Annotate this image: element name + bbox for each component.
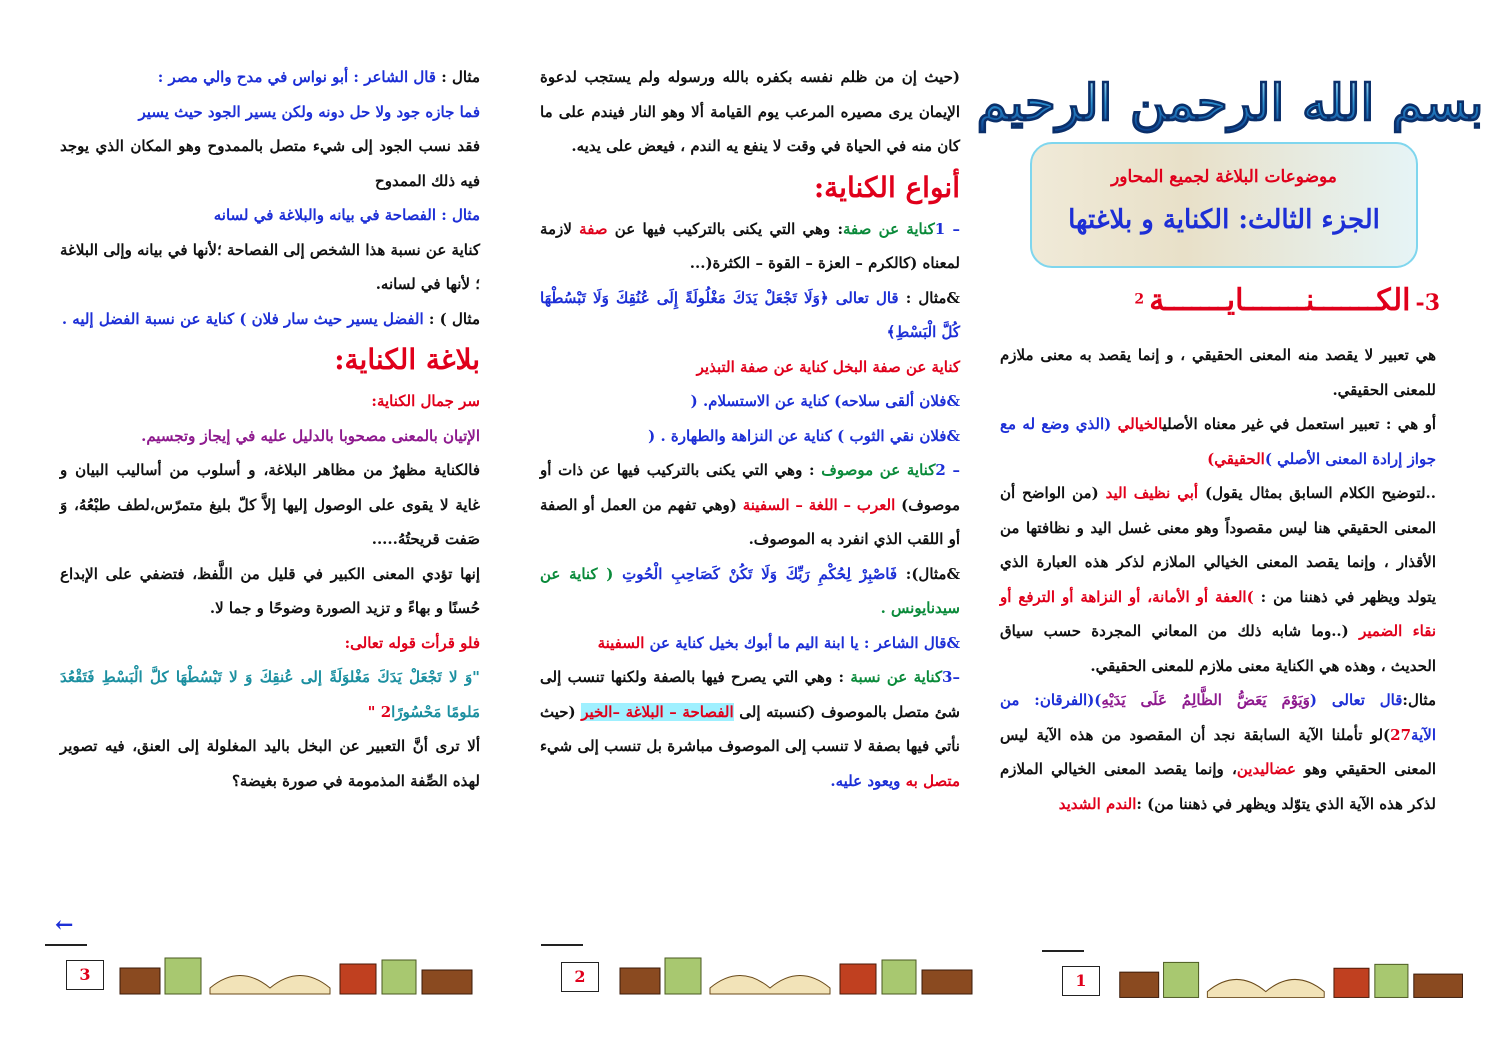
page-number: 2 <box>561 962 599 992</box>
paragraph-1: فالكناية مظهرٌ من مظاهر البلاغة، و أسلوب من أساليب البيان و غاية لا يقوى على الوصول إليها إلاَّ كلّ بليغ متمرّس،لطف طبْعُهُ، وَ صَفت قريحتُهُ..... <box>60 461 480 548</box>
text: متصل به <box>905 771 960 790</box>
type-3 <box>540 660 960 798</box>
text: ، وإنما يقصد المعنى الخيالي الملازم لذكر هذه الآية الذي يتوّلد ويظهر في ذهننا من) : <box>1000 760 1436 813</box>
bismillah-calligraphy <box>976 62 1484 142</box>
section-heading <box>1100 283 1440 323</box>
text: الفضل يسير حيث سار فلان ) كناية عن نسبة الفضل إليه . <box>61 309 424 328</box>
example-poet <box>60 60 480 198</box>
text: &فلان نقي الثوب ) كناية عن النزاهة والطهارة . ( <box>648 426 960 445</box>
part-title: الجزء الثالث: الكناية و بلاغتها <box>1068 205 1380 235</box>
text: لازمة لمعناه (كالكرم – العزة – القوة – الكثرة(... <box>540 219 960 272</box>
books-border-icon <box>610 948 990 998</box>
text: – 2 <box>935 461 960 479</box>
quran-verse <box>60 660 480 729</box>
text: (..وما شابه ذلك من المعاني المجردة حسب سياق الحديث ، وهذه هي الكناية معنى ملازم للمعنى الحقيقي. <box>1000 622 1436 675</box>
page1-body <box>1000 338 1436 821</box>
text: مثال: <box>1402 691 1436 709</box>
text: "وَ لا تَجْعَلْ يَدَكَ مَغْلوَلَةً إلى عُنقِكَ وَ لا تَبْسُطْهَا كلَّ الْبَسْطِ فَتَقْعُدَ مَلومًا مَحْسُورًا <box>60 668 480 721</box>
text: الفصاحة – البلاغة –الخير <box>581 702 734 721</box>
example-fadl <box>60 302 480 337</box>
text: الخيالي <box>1117 415 1163 433</box>
text: قال تعالى ( <box>1309 691 1403 709</box>
text: كناية عن نسبة هذا الشخص إلى الفصاحة ؛لأنها في بيانه وإلى البلاغة ؛ لأنها في لسانه. <box>60 240 480 293</box>
sir-text: الإتيان بالمعنى مصحوبا بالدليل عليه في إيجاز وتجسيم. <box>141 426 480 445</box>
svg-text:بسم الله الرحمن الرحيم: بسم الله الرحمن الرحيم <box>976 73 1484 132</box>
type-1-examples <box>540 281 960 454</box>
title-banner <box>1030 142 1418 268</box>
page-number: 3 <box>66 960 104 990</box>
text: 2 " <box>367 702 392 721</box>
text: &قال الشاعر : يا ابنة اليم ما أبوك بخيل كناية عن <box>644 633 960 652</box>
example-1 <box>1000 476 1436 683</box>
text: &فلان ألقى سلاحه) كناية عن الاستسلام. ( <box>690 392 960 410</box>
intro-paragraph: (حيث إن من ظلم نفسه بكفره بالله ورسوله ولم يستجب لدعوة الإيمان يرى مصيره المرعب يوم القيامة ألا وهو النار فيندم على ما كان منه في الحياة في وقت لا ينفع يه الندم ، فيعض على يديه. <box>540 68 960 155</box>
text: (حيث نأتي فيها بصفة لا تنسب إلى الموصوف مباشرة بل تنسب إلى شيء <box>540 702 960 755</box>
page2-body <box>540 60 960 798</box>
text: كناية عن صفة <box>843 219 935 238</box>
text: –3 <box>942 668 960 686</box>
text: عضاليدين <box>1236 760 1296 778</box>
definition-2 <box>1000 407 1436 476</box>
example-fasaha <box>60 198 480 302</box>
example-2 <box>1000 683 1436 821</box>
text: أو هي : تعبير استعمل في غير معناه الأصلي <box>1162 415 1436 433</box>
series-subtitle: موضوعات البلاغة لجميع المحاور <box>1111 167 1337 187</box>
text: – 1 <box>934 219 960 238</box>
text: )العفة أو الأمانة، أو النزاهة أو الترفع أو نقاء الضمير <box>1000 587 1436 640</box>
footnote-ref: 2 <box>1134 291 1145 308</box>
text: أبي نظيف اليد <box>1105 484 1199 502</box>
type-2 <box>540 453 960 557</box>
type-2-examples <box>540 557 960 661</box>
text: قال الشاعر : أبو نواس في مدح والي مصر : <box>157 68 436 86</box>
balagha-heading: بلاغة الكناية: <box>334 343 480 376</box>
footer-rule <box>1042 950 1084 952</box>
text: مثال : <box>435 68 480 86</box>
text: 27 <box>1390 725 1412 744</box>
books-border-icon <box>1110 952 1480 1002</box>
quran-comment: ألا ترى أنَّ التعبير عن البخل باليد المغلولة إلى العنق، فيه تصوير لهذه الصِّفة المذمومة في صورة بغيضة؟ <box>60 737 480 790</box>
text: )(الفرقان: من الآية <box>1000 691 1436 744</box>
section-number: 3- <box>1415 290 1440 316</box>
definition-1: هي تعبير لا يقصد منه المعنى الحقيقي ، و إنما يقصد به معنى ملازم للمعنى الحقيقي. <box>1000 346 1436 399</box>
text: فَاصْبِرْ لِحُكْمِ رَبِّكَ وَلَا تَكُنْ كَصَاحِبِ الْحُوتِ <box>622 564 898 583</box>
text: الندم الشديد <box>1058 794 1137 813</box>
text: كناية عن نسبة <box>850 668 943 686</box>
types-heading: أنواع الكناية: <box>813 170 960 204</box>
type-1 <box>540 212 960 281</box>
text: الحقيقي) <box>1207 449 1265 468</box>
quran-intro: فلو قرأت قوله تعالى: <box>344 633 480 652</box>
text: )لو تأملنا الآية السابقة نجد أن المقصود من هذه الآية ليس المعنى الحقيقي وهو <box>1000 725 1436 778</box>
left-arrow-icon[interactable]: ← <box>55 912 74 938</box>
sir-heading: سر جمال الكناية: <box>371 392 480 410</box>
text: مثال : الفصاحة في بيانه والبلاغة في لسانه <box>213 206 480 224</box>
text: : وهي التي يكنى بالتركيب فيها عن <box>607 219 843 238</box>
books-border-icon <box>110 948 490 998</box>
footer-rule <box>541 944 583 946</box>
text: فقد نسب الجود إلى شيء متصل بالممدوح وهو المكان الذي يوجد فيه ذلك الممدوح <box>60 137 480 190</box>
text: &مثال : <box>898 288 960 307</box>
text: السفينة <box>597 633 645 652</box>
text: كناية عن صفة البخل كناية عن صفة التبذير <box>696 357 960 376</box>
text: (وهي تفهم من العمل أو الصفة أو اللقب الذي انفرد به الموصوف. <box>540 495 960 548</box>
text: العرب – اللغة – السفينة <box>742 495 896 514</box>
text: &مثال): <box>897 564 960 583</box>
text: كناية عن موصوف <box>821 461 936 479</box>
text: وَيَوْمَ يَعَضُّ الظَّالِمُ عَلَى يَدَيْهِ <box>1101 691 1310 709</box>
text: : وهي التي يكنى بالتركيب فيها عن ذات أو موصوف) <box>540 461 961 514</box>
text: : وهي التي يصرح فيها بالصفة ولكنها تنسب إلى شئ متصل بالموصوف (كنسبته إلى <box>540 668 960 721</box>
paragraph-2: إنها تؤدي المعنى الكبير في قليل من اللَّفظ، فتضفي على الإبداع حُسنًا و بهاءً و تزيد الصورة وضوحًا و جما لا. <box>60 564 480 617</box>
text: ويعود عليه. <box>830 771 906 790</box>
text: فما جازه جود ولا حل دونه ولكن يسير الجود حيث يسير <box>138 102 480 121</box>
footer-rule <box>45 944 87 946</box>
page3-body <box>60 60 480 798</box>
text: ..لتوضيح الكلام السابق بمثال يقول) <box>1198 484 1436 502</box>
text: مثال ) : <box>423 309 480 328</box>
text: قال تعالى ﴿وَلَا تَجْعَلْ يَدَكَ مَغْلُولَةً إِلَى عُنُقِكَ وَلَا تَبْسُطْهَا كُلَّ الْبَسْطِ﴾ <box>540 288 960 341</box>
text: صفة <box>579 219 608 238</box>
text: (من الواضح أن المعنى الحقيقي هنا ليس مقصوداً وهو معنى غسل اليد و نظافتها من الأقذار ، وإنما يقصد المعنى الخيالي الملازم لذكر هذه العبارة الذي يتولد ويظهر في ذهننا من : <box>1000 484 1437 606</box>
section-word: الكـــــــنـــــــايـــــــة <box>1149 283 1411 318</box>
text: ( كناية عن سيدنايونس . <box>540 564 960 617</box>
text: (الذي وضع له مع جواز إرادة المعنى الأصلي ) <box>1000 415 1436 468</box>
page-number: 1 <box>1062 966 1100 996</box>
